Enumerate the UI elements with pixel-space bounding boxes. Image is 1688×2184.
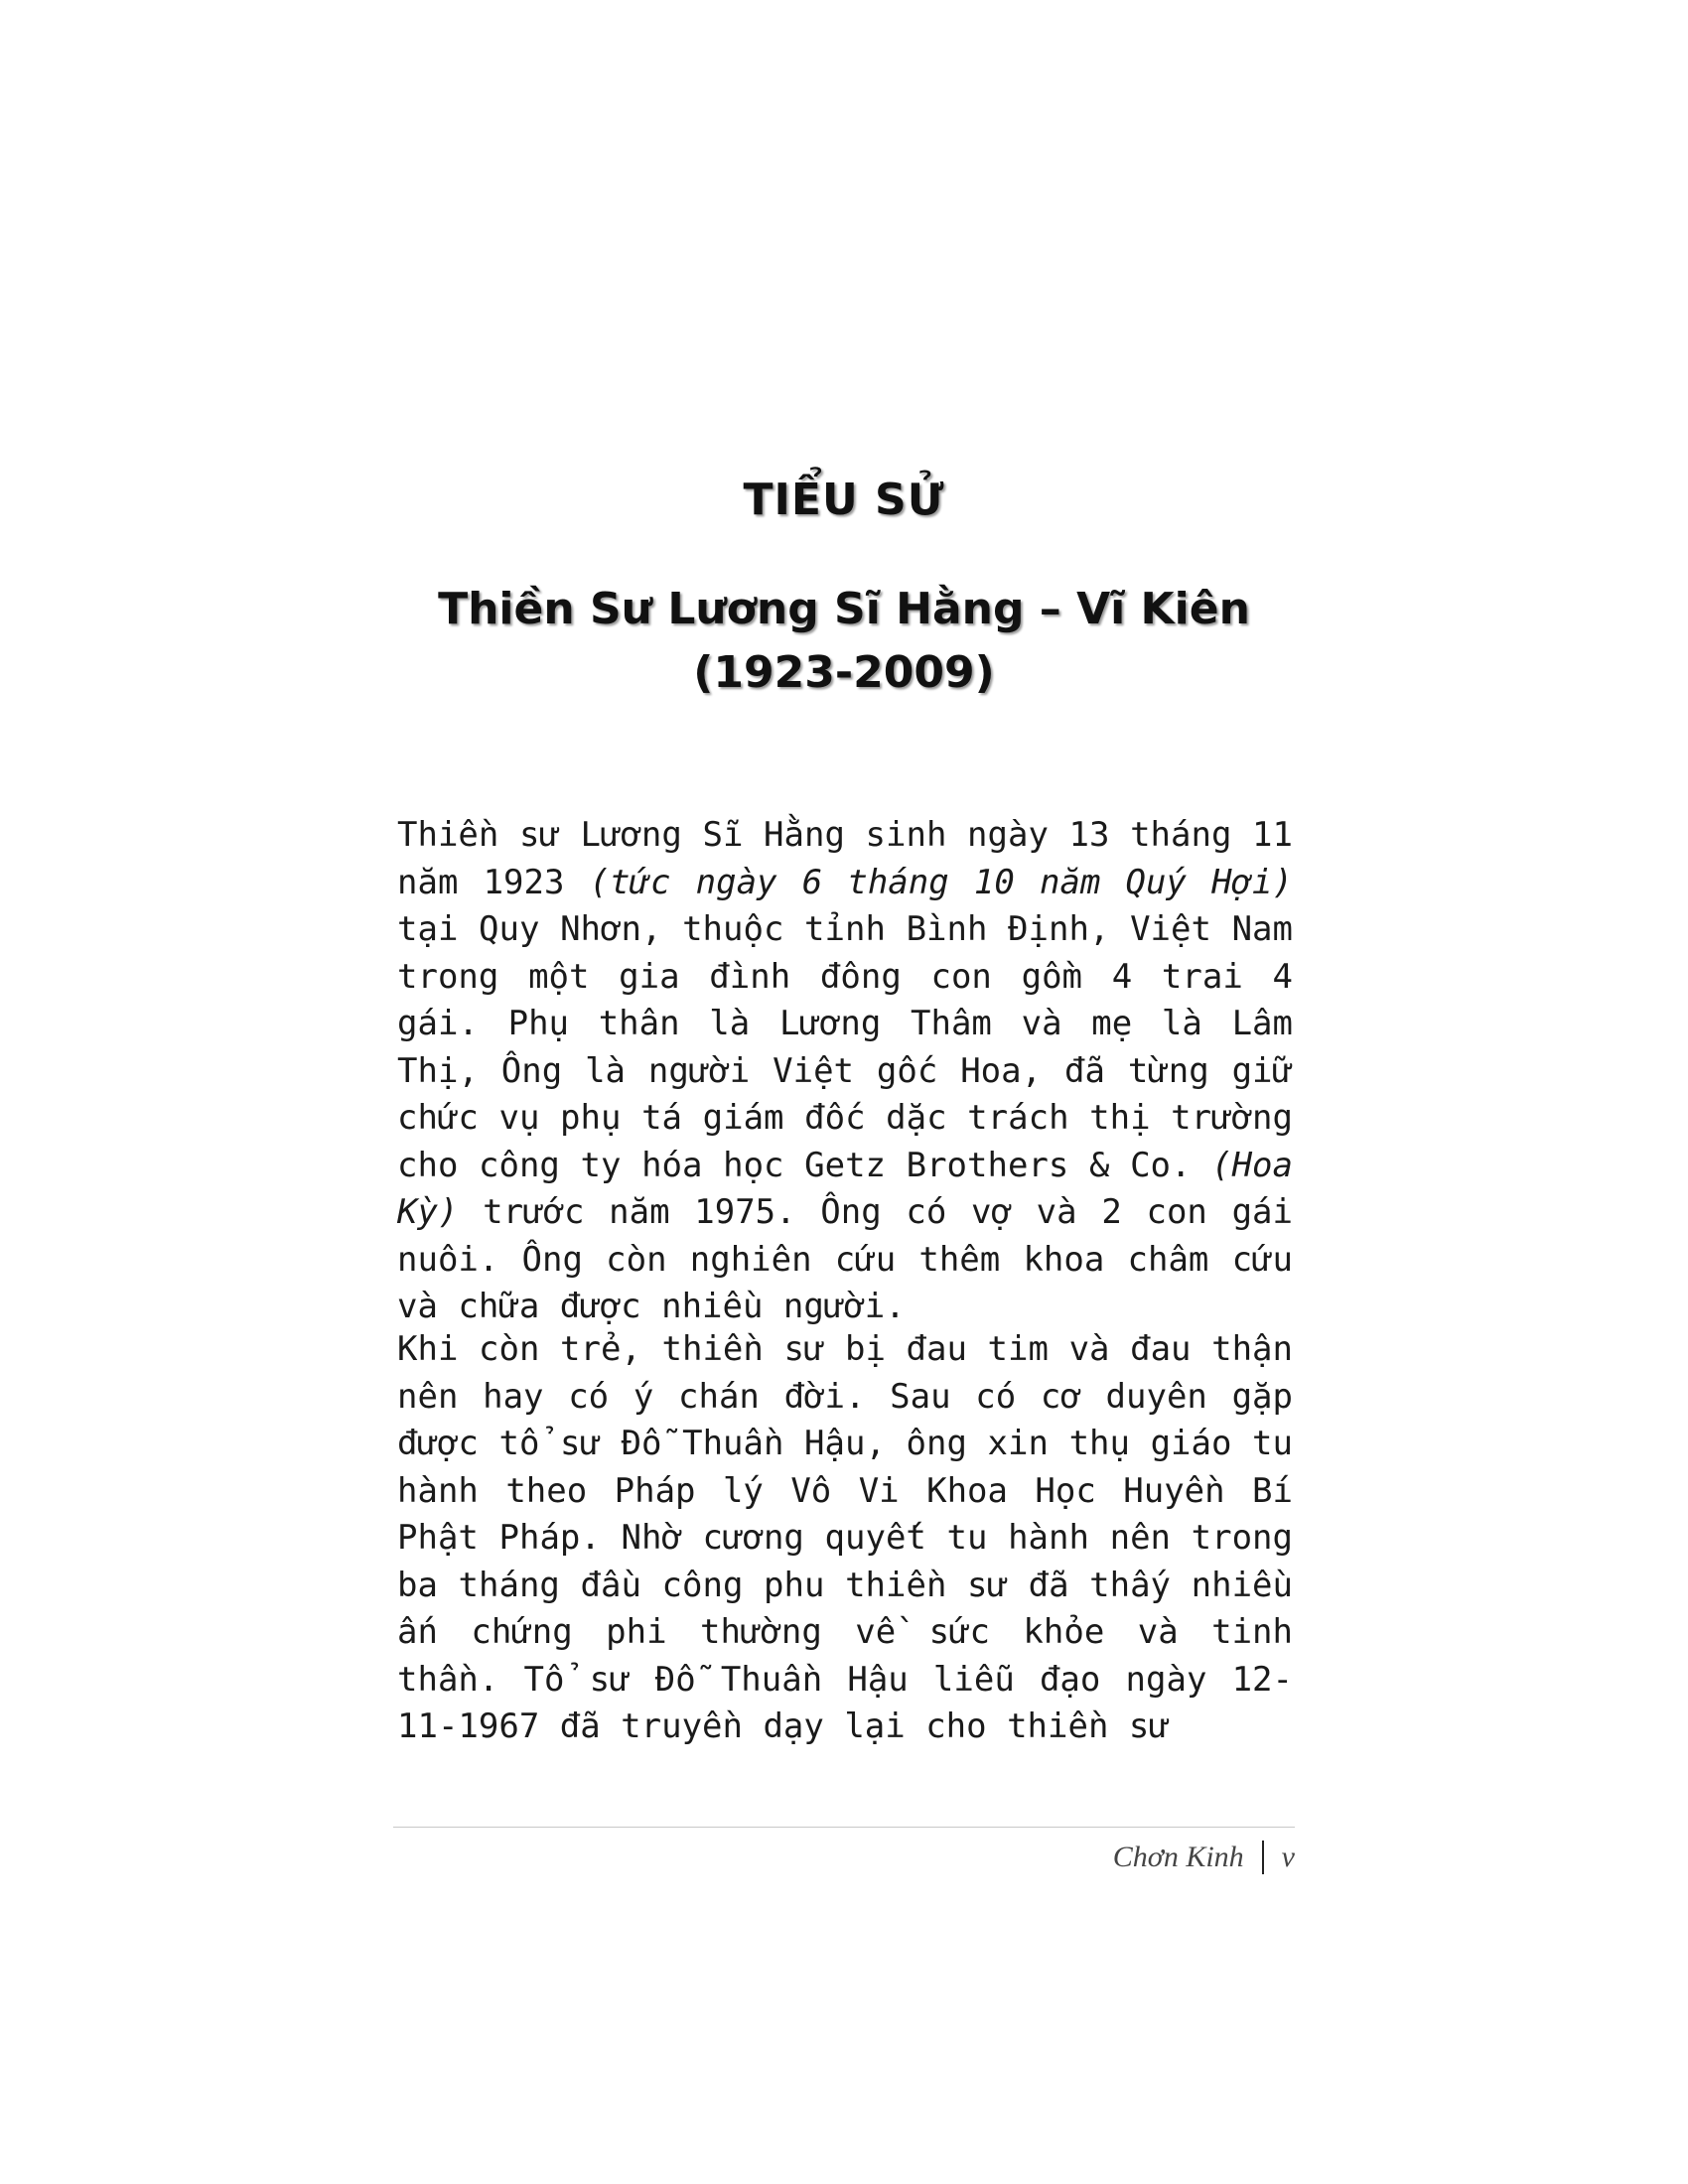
footer-divider — [393, 1827, 1295, 1828]
footer-separator — [1262, 1841, 1264, 1874]
paragraph-1-text-b: tại Quy Nhơn, thuộc tỉnh Bình Định, Việt Nam trong một gia đình đông con gồm 4 trai 4 gái. Phụ thân là Lương Thâm và mẹ là Lâm Thị, Ông là người Việt gốc Hoa, đã từng giữ chức vụ phụ tá giám đốc dặc trách thị trường cho công ty hóa học Getz Brothers & Co. — [397, 909, 1293, 1185]
page-footer — [1113, 1841, 1295, 1874]
paragraph-1-italic-b: (Hoa Kỳ) — [397, 1145, 1293, 1232]
paragraph-2: Khi còn trẻ, thiền sư bị đau tim và đau thận nên hay có ý chán đời. Sau có cơ duyên gặp được tổ sư Đỗ Thuần Hậu, ông xin thụ giáo tu hành theo Pháp lý Vô Vi Khoa Học Huyền Bí Phật Pháp. Nhờ cương quyết tu hành nên trong ba tháng đầu công phu thiền sư đã thấy nhiều ấn chứng phi thường về sức khỏe và tinh thần. Tổ sư Đỗ Thuần Hậu liễu đạo ngày 12-11-1967 đã truyền dạy lại cho thiền sư — [397, 1329, 1293, 1746]
subtitle: Thiền Sư Lương Sĩ Hằng – Vĩ Kiên — [438, 584, 1250, 634]
paragraph-1-italic-a: (tức ngày 6 tháng 10 năm Quý Hợi) — [589, 862, 1293, 902]
paragraph-1 — [397, 812, 1293, 1331]
footer-book-title: Chơn Kinh — [1112, 1841, 1244, 1873]
paragraph-1-text-a: Thiền sư Lương Sĩ Hằng sinh ngày 13 tháng 11 năm 1923 — [397, 815, 1293, 902]
footer-page-number: v — [1281, 1841, 1295, 1873]
years-subtitle: (1923-2009) — [693, 647, 995, 698]
page-title: TIỂU SỬ — [743, 475, 945, 525]
paragraph-1-text-c: trước năm 1975. Ông có vợ và 2 con gái nuôi. Ông còn nghiên cứu thêm khoa châm cứu và chữa được nhiều người. — [397, 1192, 1293, 1326]
